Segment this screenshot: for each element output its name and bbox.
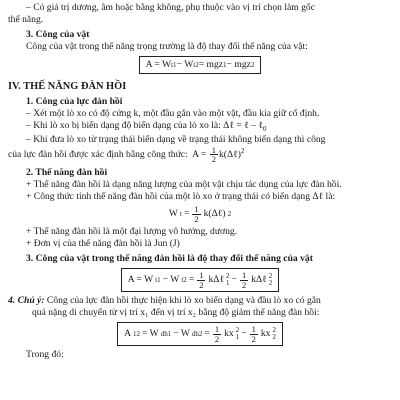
text-line: Trong đó: bbox=[26, 349, 64, 361]
equation-elastic-work-x: A 12 = W dh1 − W dh2 = $\frac{1}{2}$ kx 2 1 − $\frac{1}{2}$ kx 2 2 bbox=[8, 322, 392, 346]
text-line: quả nặng di chuyển từ vị trí x₁ đến vị trí x₂ bằng độ giảm thế năng đàn hồi: bbox=[32, 307, 320, 319]
text-line: thế năng. bbox=[8, 13, 44, 25]
text-line: + Thế năng đàn hồi là dạng năng lượng của một vật chịu tác dụng của lực đàn hồi. bbox=[26, 178, 342, 190]
section-heading: 3. Công của vật bbox=[26, 28, 90, 40]
equation-elastic-work: A = W t1 − W t2 = $\frac{1}{2}$ kΔℓ 2 1 − $\frac{1}{2}$ kΔℓ 2 2 bbox=[8, 268, 392, 292]
note-line: 4. Chú ý: Công của lực đàn hồi thực hiện khi lò xo biến dạng và đầu lò xo có gắn bbox=[8, 295, 321, 307]
text-line: + Công thức tính thế năng đàn hồi của một lò xo ở trạng thái có biến dạng Δℓ là: bbox=[26, 190, 336, 202]
text-line: + Thế năng đàn hồi là một đại lượng vô hướng, dương. bbox=[26, 226, 238, 238]
text-line: – Khi lò xo bị biến dạng độ biến dạng của lò xo là: Δℓ = ℓ – ℓ$_0$ bbox=[26, 119, 267, 133]
section-title: IV. THẾ NĂNG ĐÀN HỒI bbox=[8, 80, 127, 92]
section-heading: 1. Công của lực đàn hồi bbox=[26, 95, 123, 107]
equation-elastic-energy: W t = $\frac{1}{2}$ k(Δℓ) 2 bbox=[168, 204, 232, 224]
text-line: + Đơn vị của thế năng đàn hồi là Jun (J) bbox=[26, 238, 180, 250]
equation-potential-work: A = W t1 − W t2 = mgz 1 − mgz 2 bbox=[8, 56, 392, 74]
text-line: của lực đàn hồi được xác định bằng công thức: A = $\frac{1}{2}$ k(Δℓ)$^2$ bbox=[8, 144, 245, 165]
text-line: – Khi đưa lò xo từ trạng thái biến dạng về trạng thái không biến dạng thì công bbox=[26, 133, 326, 145]
text-line: – Xét một lò xo có độ cứng k, một đầu gắn vào một vật, đầu kia giữ cố định. bbox=[26, 107, 320, 119]
text-line: Công của vật trong thế năng trọng trường là độ thay đổi thế năng của vật: bbox=[26, 40, 308, 52]
section-heading: 2. Thế năng đàn hồi bbox=[26, 166, 108, 178]
text-line: – Có giá trị dương, âm hoặc bằng không, phụ thuộc vào vị trí chọn làm gốc bbox=[26, 2, 315, 13]
section-heading: 3. Công của vật trong thế năng đàn hồi là độ thay đổi thế năng của vật bbox=[26, 253, 313, 265]
